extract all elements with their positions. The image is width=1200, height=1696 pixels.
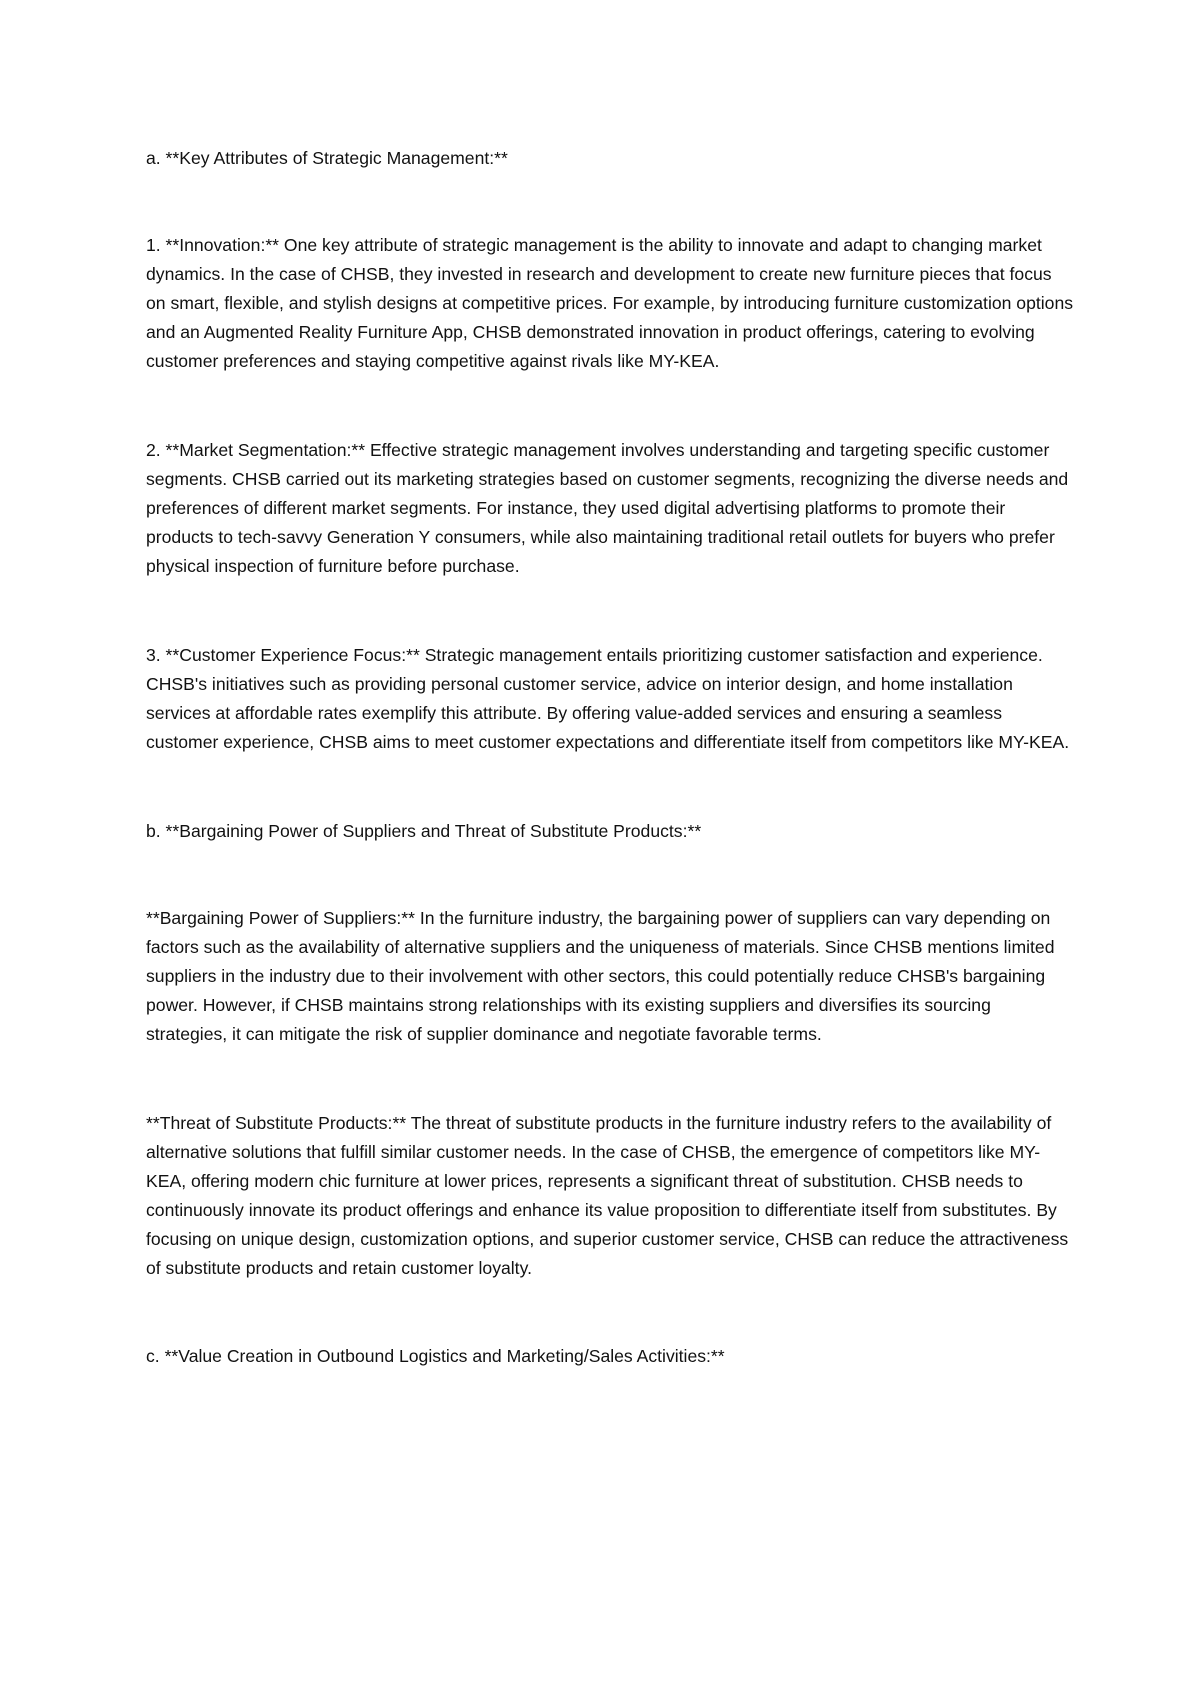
section-a-heading: a. **Key Attributes of Strategic Management:** (146, 148, 508, 168)
substitute-threat-paragraph: **Threat of Substitute Products:** The threat of substitute products in the furniture industry refers to the availability of alternative solutions that fulfill similar customer needs. In the case of CHSB, the emergence of competitors like MY-KEA, offering modern chic furniture at lower prices, represents a significant threat of substitution. CHSB needs to continuously innovate its product offerings and enhance its value proposition to differentiate itself from substitutes. By focusing on unique design, customization options, and superior customer service, CHSB can reduce the attractiveness of substitute products and retain customer loyalty. (146, 1113, 1069, 1278)
market-segmentation-paragraph: 2. **Market Segmentation:** Effective strategic management involves understanding and targeting specific customer segments. CHSB carried out its marketing strategies based on customer segments, recognizing the diverse needs and preferences of different market segments. For instance, they used digital advertising platforms to promote their products to tech-savvy Generation Y consumers, while also maintaining traditional retail outlets for buyers who prefer physical inspection of furniture before purchase. (146, 440, 1069, 576)
spacer (146, 376, 1076, 436)
innovation-paragraph: 1. **Innovation:** One key attribute of strategic management is the ability to innovate and adapt to changing market dynamics. In the case of CHSB, they invested in research and development to create new furniture pieces that focus on smart, flexible, and stylish designs at competitive prices. For example, by introducing furniture customization options and an Augmented Reality Furniture App, CHSB demonstrated innovation in product offerings, catering to evolving customer preferences and staying competitive against rivals like MY-KEA. (146, 235, 1074, 371)
section-b-heading: b. **Bargaining Power of Suppliers and Threat of Substitute Products:** (146, 821, 702, 841)
spacer (146, 173, 1076, 231)
spacer (146, 1049, 1076, 1109)
section-c-heading: c. **Value Creation in Outbound Logistics and Marketing/Sales Activities:** (146, 1346, 725, 1366)
customer-experience-paragraph: 3. **Customer Experience Focus:** Strategic management entails prioritizing customer satisfaction and experience. CHSB's initiatives such as providing personal customer service, advice on interior design, and home installation services at affordable rates exemplify this attribute. By offering value-added services and ensuring a seamless customer experience, CHSB aims to meet customer expectations and differentiate itself from competitors like MY-KEA. (146, 645, 1070, 752)
spacer (146, 1283, 1076, 1342)
spacer (146, 581, 1076, 641)
spacer (146, 757, 1076, 817)
supplier-power-paragraph: **Bargaining Power of Suppliers:** In the furniture industry, the bargaining power of suppliers can vary depending on factors such as the availability of alternative suppliers and the uniqueness of materials. Since CHSB mentions limited suppliers in the industry due to their involvement with other sectors, this could potentially reduce CHSB's bargaining power. However, if CHSB maintains strong relationships with its existing suppliers and diversifies its sourcing strategies, it can mitigate the risk of supplier dominance and negotiate favorable terms. (146, 908, 1055, 1044)
document-body (146, 144, 1076, 1371)
spacer (146, 846, 1076, 904)
